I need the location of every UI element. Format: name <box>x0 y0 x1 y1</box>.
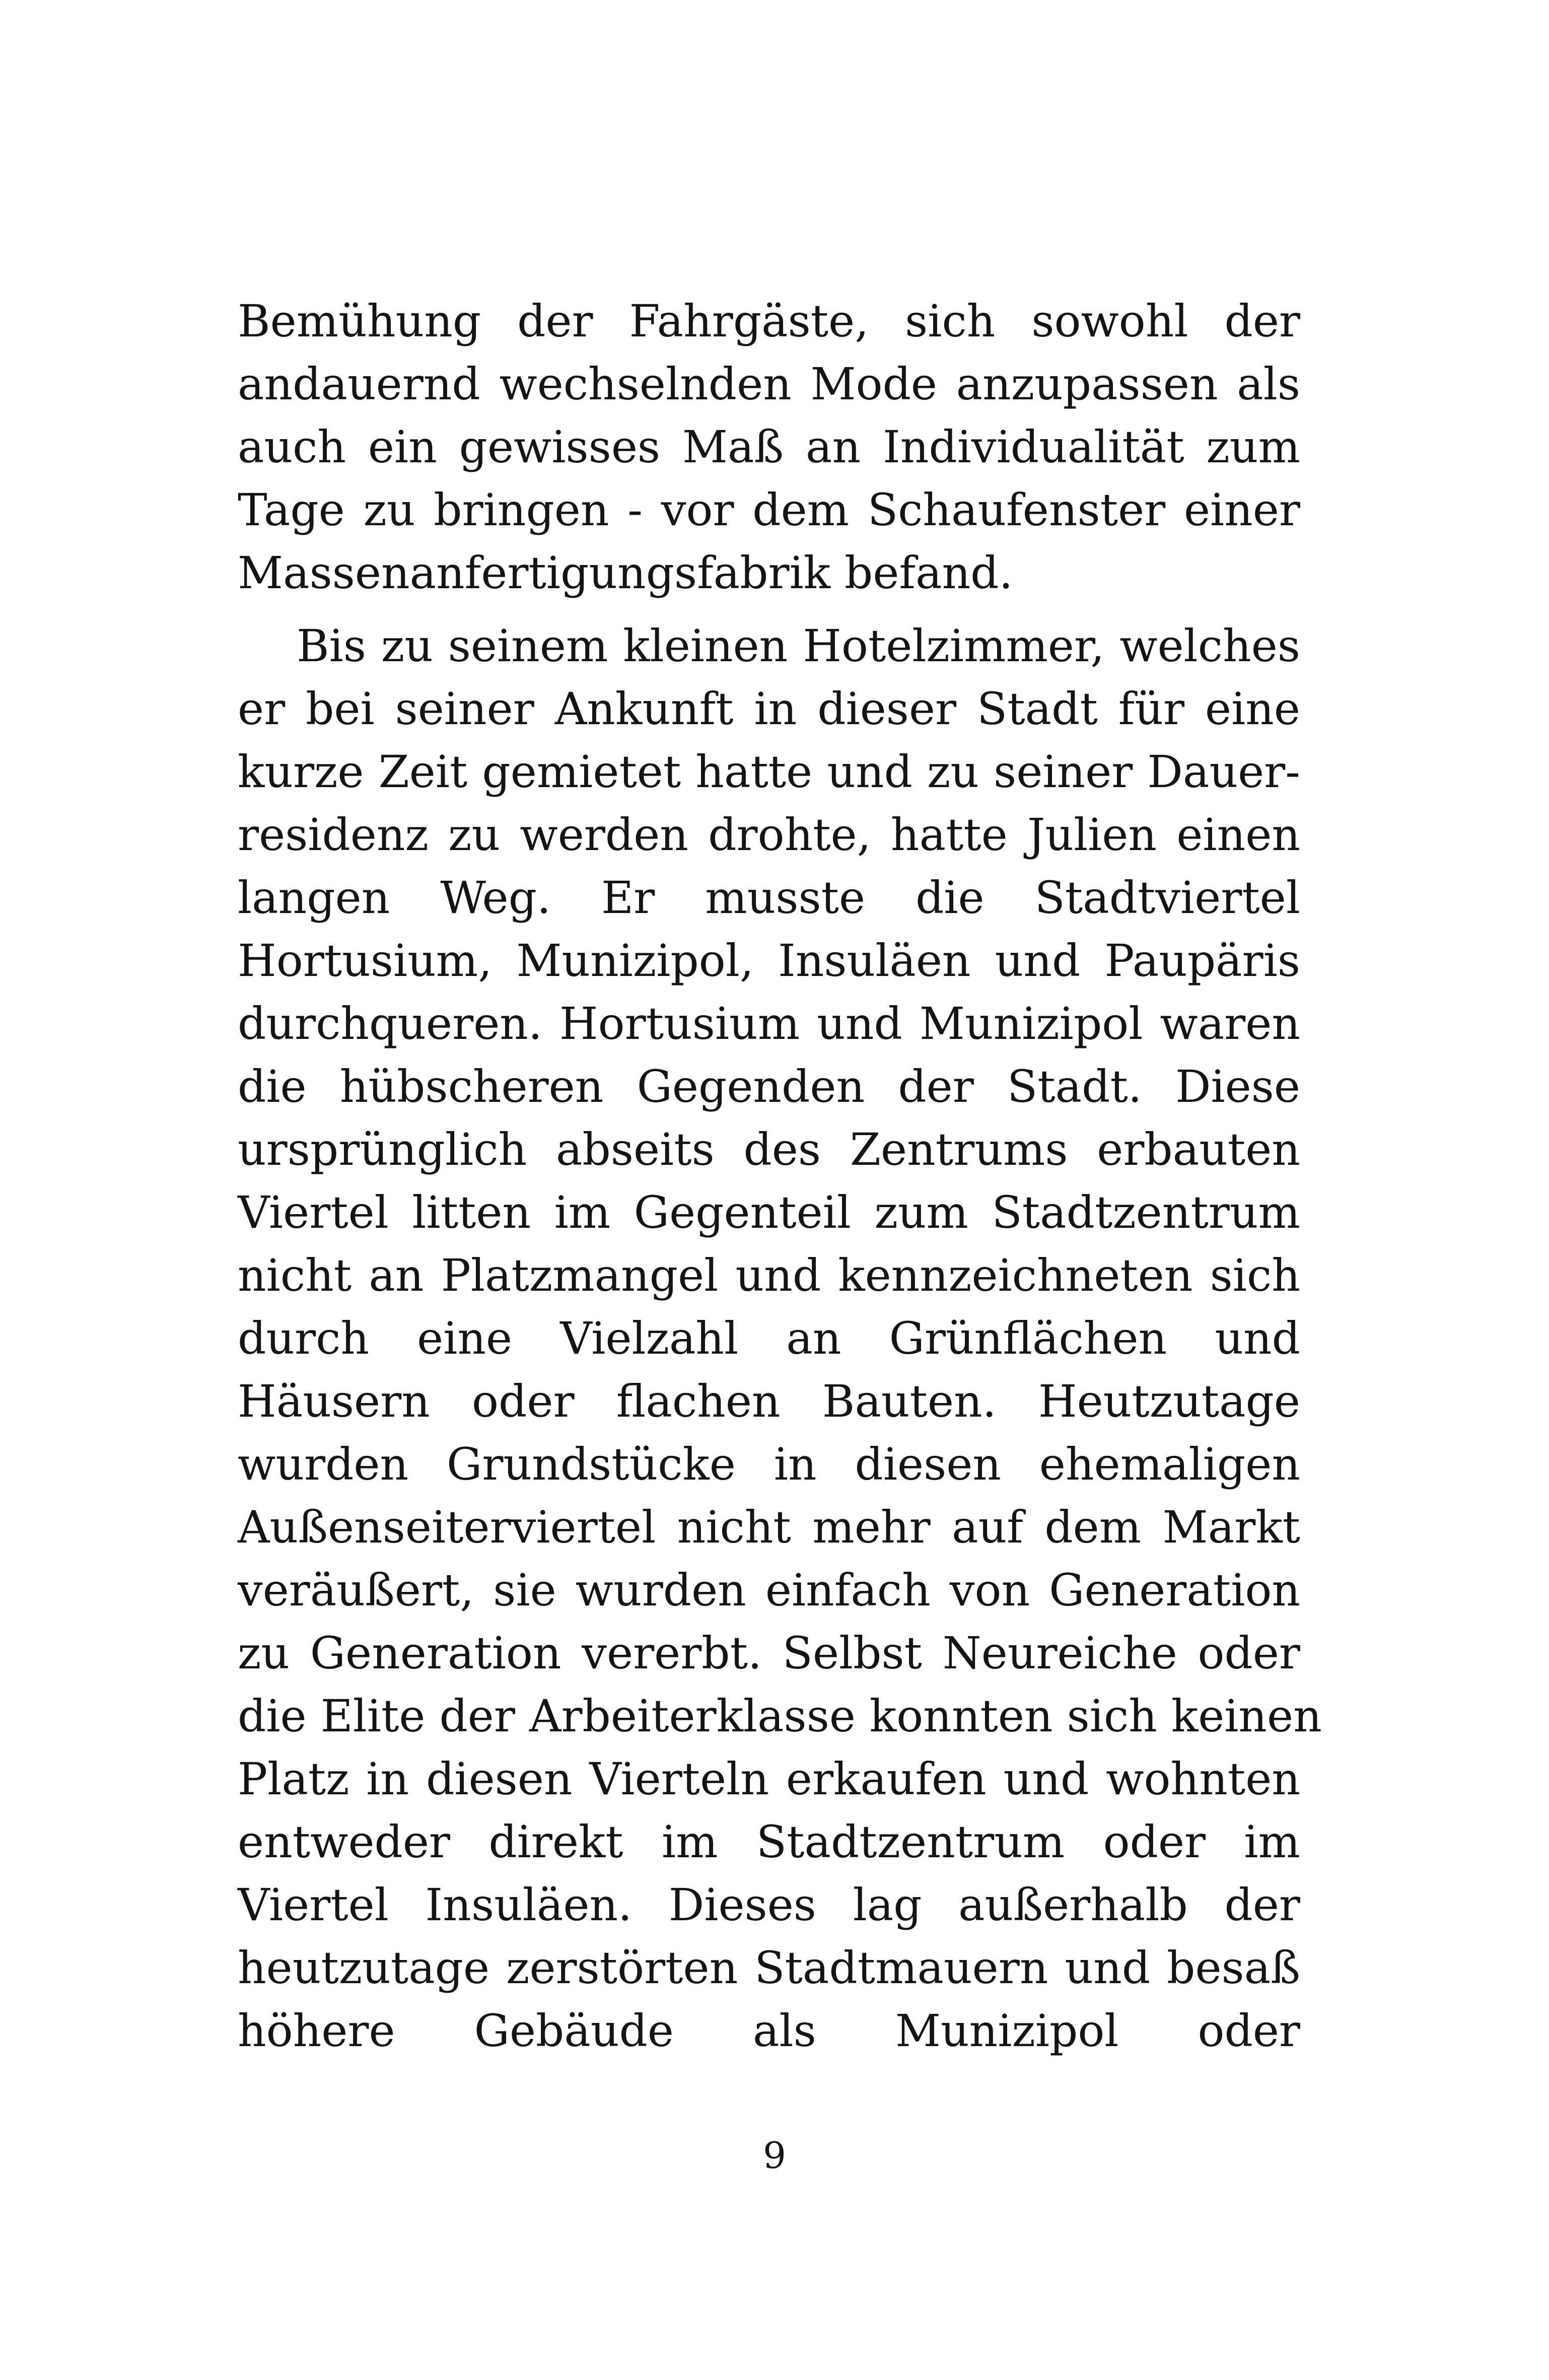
text-line: auch ein gewisses Maß an Individualität zum <box>238 421 1300 473</box>
text-line: veräußert, sie wurden einfach von Generation <box>238 1564 1300 1616</box>
paragraph-gap <box>238 604 1300 614</box>
text-line: höhere Gebäude als Munizipol oder <box>238 2005 1300 2057</box>
text-line: durchqueren. Hortusium und Munizipol waren <box>238 998 1300 1049</box>
text-line: Viertel litten im Gegenteil zum Stadtzentrum <box>238 1186 1300 1238</box>
text-line: langen Weg. Er musste die Stadtviertel <box>238 872 1300 924</box>
text-line: kurze Zeit gemietet hatte und zu seiner Dauer- <box>238 746 1300 798</box>
text-line: Hortusium, Munizipol, Insuläen und Paupäris <box>238 935 1300 987</box>
body-text <box>238 290 1322 2062</box>
text-line: Massenanfertigungsfabrik befand. <box>238 547 1013 599</box>
text-line: Bis zu seinem kleinen Hotelzimmer, welches <box>297 620 1300 672</box>
text-line: andauernd wechselnden Mode anzupassen als <box>238 358 1300 410</box>
text-line: residenz zu werden drohte, hatte Julien einen <box>238 809 1300 861</box>
text-line: die hübscheren Gegenden der Stadt. Diese <box>238 1061 1300 1112</box>
text-line: Außenseiterviertel nicht mehr auf dem Markt <box>238 1501 1300 1553</box>
text-line: er bei seiner Ankunft in dieser Stadt für eine <box>238 683 1300 735</box>
text-line: durch eine Vielzahl an Grünflächen und <box>238 1312 1300 1364</box>
text-line: Viertel Insuläen. Dieses lag außerhalb der <box>238 1879 1300 1931</box>
text-line: Bemühung der Fahrgäste, sich sowohl der <box>238 295 1300 347</box>
text-line: die Elite der Arbeiterklasse konnten sich keinen <box>238 1690 1322 1742</box>
text-line: Häusern oder flachen Bauten. Heutzutage <box>238 1375 1300 1427</box>
text-line: Tage zu bringen - vor dem Schaufenster einer <box>238 484 1300 536</box>
text-line: nicht an Platzmangel und kennzeichneten sich <box>238 1249 1300 1301</box>
text-line: entweder direkt im Stadtzentrum oder im <box>238 1816 1300 1868</box>
text-line: heutzutage zerstörten Stadtmauern und besaß <box>238 1942 1300 1994</box>
text-line: ursprünglich abseits des Zentrums erbauten <box>238 1124 1300 1175</box>
text-line: wurden Grundstücke in diesen ehemaligen <box>238 1438 1300 1490</box>
text-line: Platz in diesen Vierteln erkaufen und wohnten <box>238 1753 1300 1805</box>
page-number: 9 <box>763 2134 786 2177</box>
text-line: zu Generation vererbt. Selbst Neureiche oder <box>238 1627 1300 1679</box>
